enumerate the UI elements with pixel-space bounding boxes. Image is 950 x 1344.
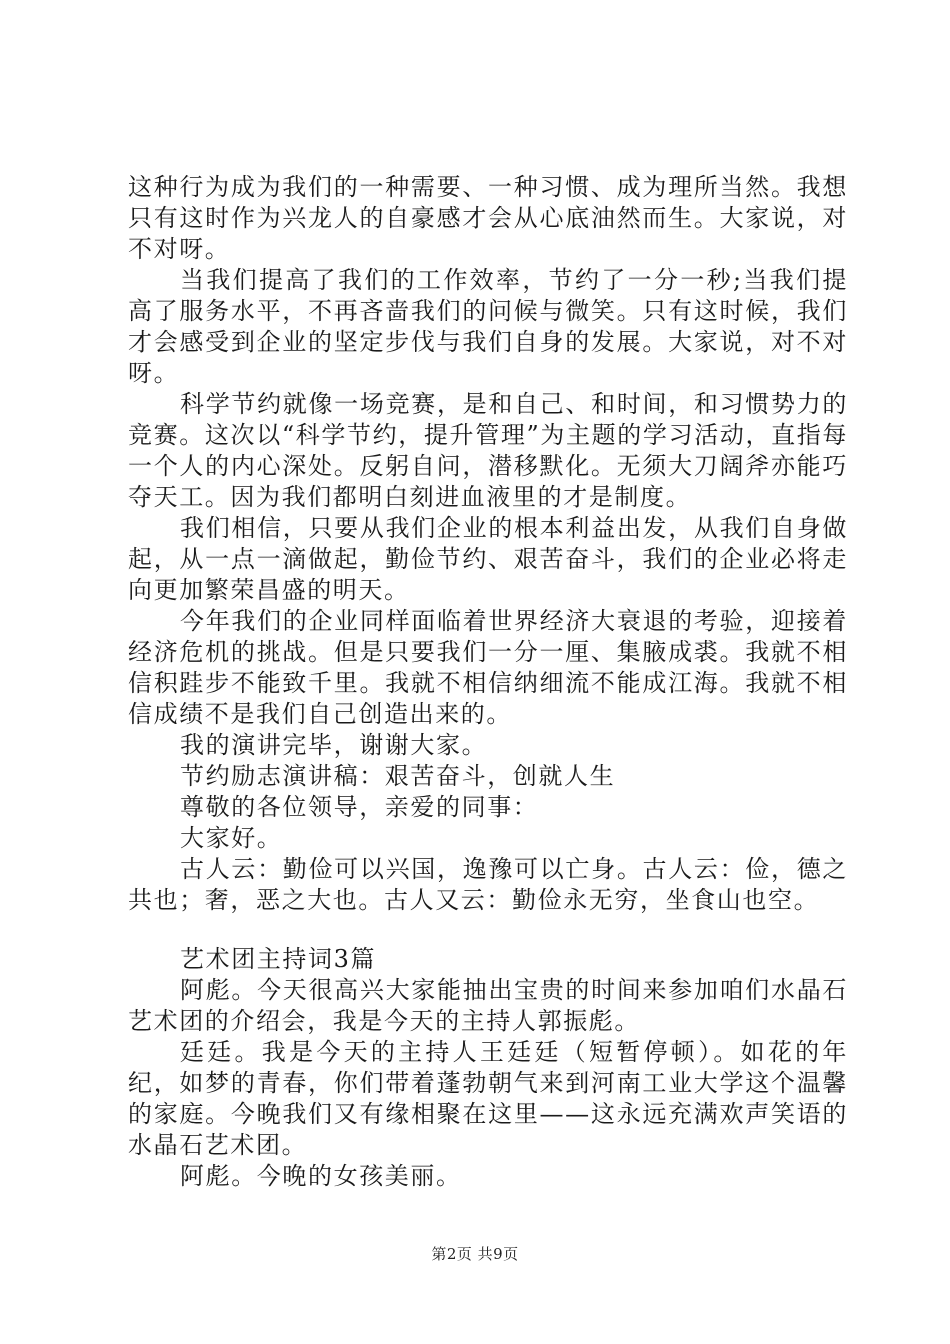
paragraph: 我的演讲完毕，谢谢大家。 [180,731,488,759]
paragraph: 古人云：勤俭可以兴国，逸豫可以亡身。古人云：俭，德之共也；奢，恶之大也。古人又云：勤俭永无穷，坐食山也空。 [128,855,848,914]
paragraph: 廷廷。我是今天的主持人王廷廷（短暂停顿）。如花的年纪，如梦的青春，你们带着蓬勃朝气来到河南工业大学这个温馨的家庭。今晚我们又有缘相聚在这里——这永远充满欢声笑语的水晶石艺术团。 [128,1038,848,1159]
paragraph: 今年我们的企业同样面临着世界经济大衰退的考验，迎接着经济危机的挑战。但是只要我们一分一厘、集腋成裘。我就不相信积跬步不能致千里。我就不相信纳细流不能成江海。我就不相信成绩不是我们自己创造出来的。 [128,607,848,728]
speech-title: 节约励志演讲稿：艰苦奋斗，创就人生 [180,762,616,790]
paragraph: 阿彪。今天很高兴大家能抽出宝贵的时间来参加咱们水晶石艺术团的介绍会，我是今天的主持人郭振彪。 [128,976,848,1035]
greeting: 大家好。 [180,824,283,852]
paragraph: 这种行为成为我们的一种需要、一种习惯、成为理所当然。我想只有这时作为兴龙人的自豪感才会从心底油然而生。大家说，对不对呀。 [128,173,848,263]
paragraph: 阿彪。今晚的女孩美丽。 [180,1162,462,1190]
section-title: 艺术团主持词3篇 [180,945,377,973]
paragraph: 我们相信，只要从我们企业的根本利益出发，从我们自身做起，从一点一滴做起，勤俭节约、艰苦奋斗，我们的企业必将走向更加繁荣昌盛的明天。 [128,514,848,604]
paragraph: 科学节约就像一场竞赛，是和自己、和时间，和习惯势力的竞赛。这次以“科学节约，提升管理”为主题的学习活动，直指每一个人的内心深处。反躬自问，潜移默化。无须大刀阔斧亦能巧夺天工。因为我们都明白刻进血液里的才是制度。 [128,390,848,511]
page-number-footer: 第2页 共9页 [431,1245,519,1263]
document-body [128,172,848,1192]
salutation: 尊敬的各位领导，亲爱的同事： [180,793,539,821]
paragraph: 当我们提高了我们的工作效率，节约了一分一秒;当我们提高了服务水平，不再吝啬我们的问候与微笑。只有这时候，我们才会感受到企业的坚定步伐与我们自身的发展。大家说，对不对呀。 [128,266,848,387]
